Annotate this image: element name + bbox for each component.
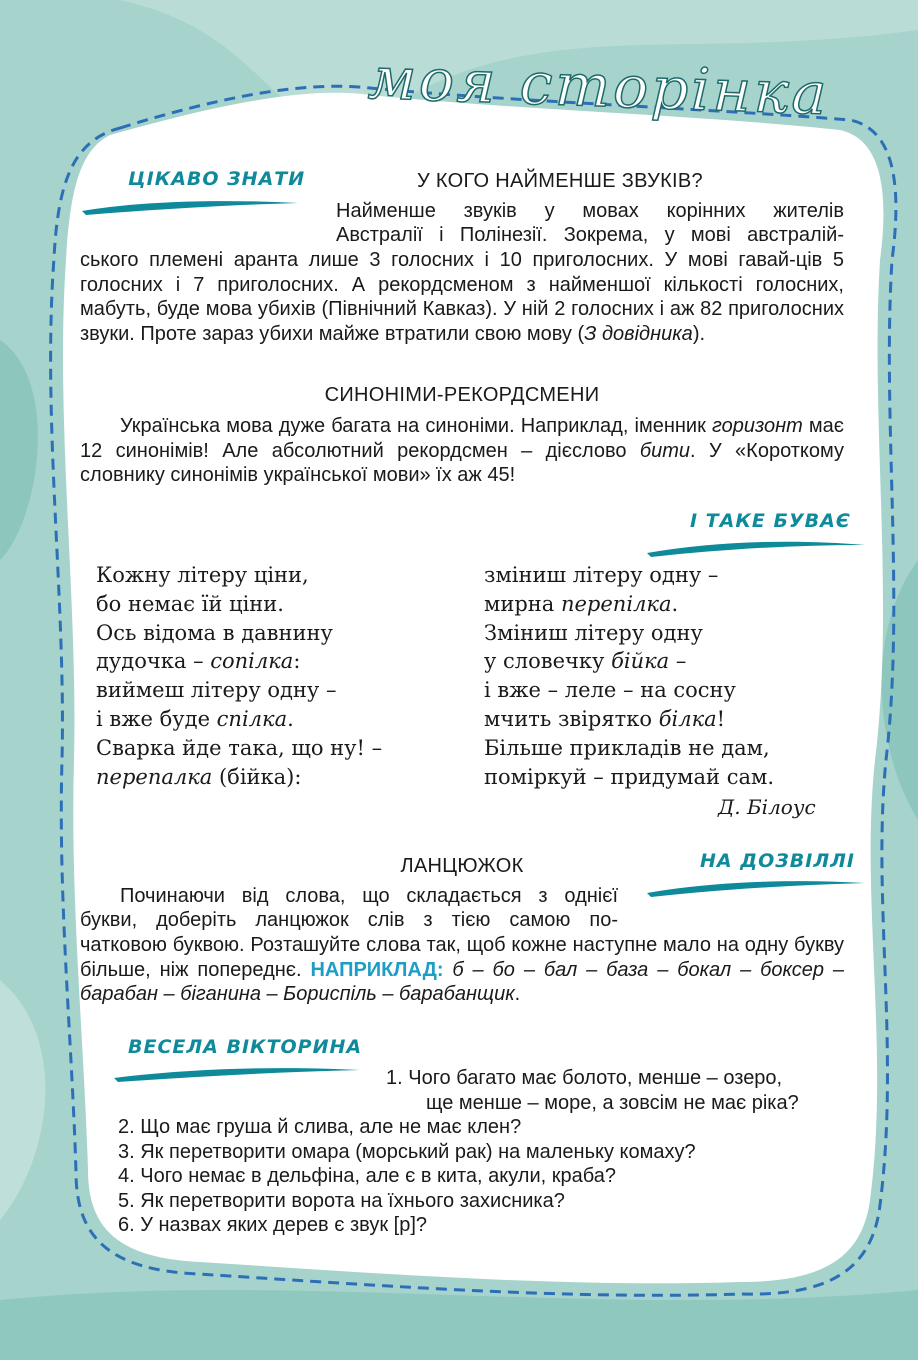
poem-line [96, 647, 382, 676]
poem-text: . [671, 591, 679, 616]
section4-line1: Починаючи від слова, що складається з однієї [120, 885, 618, 907]
poem-text: мчить звірятко [484, 706, 659, 731]
section1-text-end: ). [692, 322, 706, 345]
section4-end: . [514, 983, 521, 1005]
poem-line: Ось відома в давнину [96, 620, 333, 645]
example-chain: б – бо – бал – база – бокал – боксер – барабан – біганина – Бориспіль – барабанщик [80, 958, 844, 1005]
section-tag-interesting: ЦІКАВО ЗНАТИ [128, 168, 306, 190]
poem-line: виймеш літеру одну – [96, 678, 337, 703]
poem-line: і вже – леле – на сосну [484, 678, 736, 703]
poem-right [484, 561, 774, 791]
poem-text: (бійка): [212, 764, 302, 789]
section1-line2: Австралії і Полінезії. Зокрема, у мові австралій- [336, 224, 844, 246]
section2-word-byty: бити [639, 439, 691, 462]
poem-italic: перепілка [560, 591, 672, 616]
poem-italic: перепалка [96, 764, 213, 789]
quiz-question-6: 6. У назвах яких дерев є звук [р]? [118, 1214, 428, 1236]
section2-heading: СИНОНІМИ-РЕКОРДСМЕНИ [324, 384, 600, 406]
section1-paragraph [80, 248, 844, 346]
poem-italic: білка [658, 706, 717, 731]
poem-text: у словечку [484, 649, 612, 674]
poem-line [96, 705, 382, 734]
quiz-question-1b: ще менше – море, а зовсім не має ріка? [426, 1091, 799, 1114]
quiz-question-3: 3. Як перетворити омара (морський рак) на маленьку комаху? [118, 1140, 696, 1163]
brush-stroke-icon [645, 875, 867, 897]
quiz-question-2: 2. Що має груша й слива, але не має клен? [118, 1116, 522, 1138]
author-name: Д. Білоус [718, 795, 816, 819]
poem-line: поміркуй – придумай сам. [484, 764, 775, 789]
section-tag-happens: І ТАКЕ БУВАЄ [690, 510, 851, 532]
section1-text: ського племені аранта лише 3 голосних і 10 приголосних. У мові гавай-ців 5 голосних і 7 приголосних. А рекордсменом з найменшої кількості голосних, мабуть, буде мова убихів (Північний Кавказ). У ній 2 голосних і аж 82 приголосних звуки. Проте зараз убихи майже втратили свою мову ( [80, 249, 844, 345]
section-tag-leisure: НА ДОЗВІЛЛІ [700, 850, 855, 872]
quiz-question-4: 4. Чого немає в дельфіна, але є в кита, акули, краба? [118, 1165, 616, 1187]
poem-text: . [287, 706, 294, 731]
brush-stroke-icon [80, 195, 300, 217]
section2-text-a: Українська мова дуже багата на синоніми. Наприклад, іменник [120, 415, 712, 437]
poem-text: ! [716, 706, 726, 731]
poem-left [96, 561, 382, 791]
poem-line [484, 647, 774, 676]
quiz-question-5: 5. Як перетворити ворота на їхнього захисника? [118, 1189, 565, 1212]
section4-line2: букви, доберіть ланцюжок слів з тією самою по- [80, 909, 618, 931]
poem-text: дудочка – [96, 649, 211, 674]
poem-italic: сопілка [210, 649, 294, 674]
quiz-question-1a: 1. Чого багато має болото, менше – озеро, [386, 1067, 783, 1089]
brush-stroke-icon [645, 535, 867, 557]
poem-line: Зміниш літеру одну [484, 620, 703, 645]
poem-line: зміниш літеру одну – [484, 563, 719, 587]
section1-source: З довідника [584, 322, 693, 345]
section2-text-b: має 12 синонімів! Але абсолютний рекордсмен – дієслово [80, 415, 844, 462]
section4-paragraph [80, 933, 844, 1007]
section2-paragraph [80, 414, 844, 488]
poem-line: Кожну літеру ціни, [96, 563, 309, 587]
section1-line1: Найменше звуків у мовах корінних жителів [336, 200, 844, 222]
poem-text: і вже буде [96, 706, 217, 731]
section2-text-c: . У «Короткому словнику синонімів української мови» їх аж 45! [80, 439, 844, 486]
section4-heading: ЛАНЦЮЖОК [400, 855, 524, 877]
poem-line: Сварка йде така, що ну! – [96, 735, 383, 760]
poem-line [484, 590, 774, 619]
example-label: НАПРИКЛАД: [310, 958, 444, 981]
section2-word-horizon: горизонт [711, 415, 803, 437]
poem-text: : [293, 649, 301, 674]
poem-author [718, 793, 816, 822]
poem-line: бо немає їй ціни. [96, 591, 284, 616]
quiz-list [118, 1066, 844, 1238]
poem-italic: бійка [611, 649, 670, 674]
poem-italic: спілка [216, 706, 288, 731]
poem-line [96, 763, 382, 792]
section4-text: чатковою буквою. Розташуйте слова так, щоб кожне наступне мало на одну букву більше, ніж попереднє. [80, 934, 844, 981]
poem-line: Більше прикладів не дам, [484, 735, 770, 760]
section1-heading: У КОГО НАЙМЕНШЕ ЗВУКІВ? [417, 170, 703, 192]
poem-text: – [669, 649, 687, 674]
section-tag-quiz: ВЕСЕЛА ВІКТОРИНА [128, 1036, 363, 1058]
poem-line [484, 705, 774, 734]
poem-text: мирна [484, 591, 561, 616]
page-title: моя сторінка [366, 43, 831, 129]
